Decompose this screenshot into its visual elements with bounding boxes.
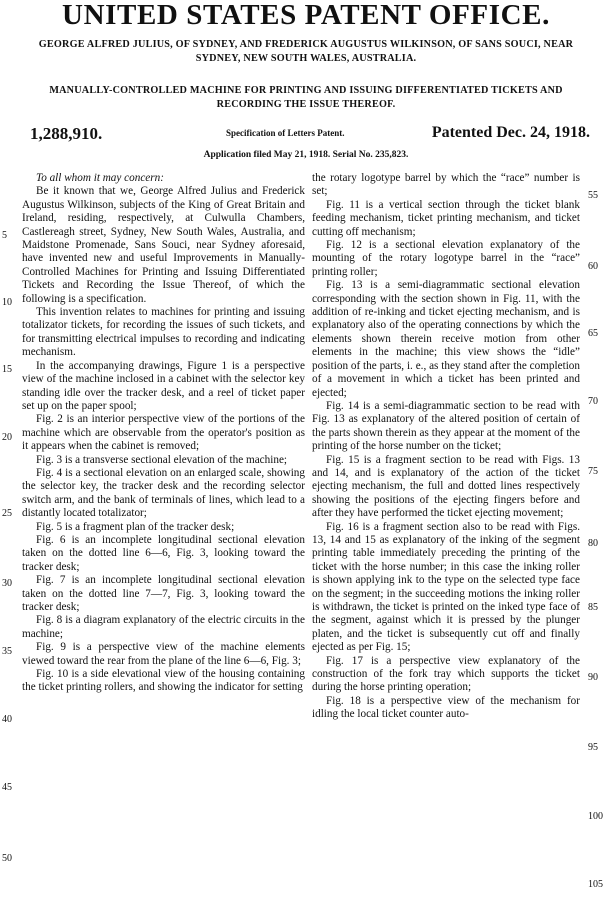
left-column <box>22 172 305 695</box>
specification-row <box>30 124 590 146</box>
patent-number: 1,288,910. <box>30 124 103 143</box>
paragraph: Fig. 3 is a transverse sectional elevation of the machine; <box>36 453 288 466</box>
line-number: 95 <box>588 742 598 753</box>
paragraph: Be it known that we, George Alfred Julius and Frederick Augustus Wilkinson, subjects of the King of Great Britain and Ireland, residing, respectively, at Culwulla Chambers, Castlereagh street, Sydney, New South Wales, Australia, and Maidstone Promenade, Sans Souci, near Sydney aforesaid, have invented new and useful Improvements in Manually-Controlled Machines for Printing and Issuing Differentiated Tickets and Recording the Issue Thereof, of which the following is a specification. <box>22 185 305 305</box>
line-number: 15 <box>2 364 12 375</box>
line-number: 55 <box>588 190 598 201</box>
line-number: 35 <box>2 646 12 657</box>
paragraph: Fig. 2 is an interior perspective view of the portions of the machine which are observable from the operator's position as it appears when the cabinet is removed; <box>22 413 305 453</box>
inventors-line: GEORGE ALFRED JULIUS, OF SYDNEY, AND FREDERICK AUGUSTUS WILKINSON, OF SANS SOUCI, NEAR SYDNEY, NEW SOUTH WALES, AUSTRALIA. <box>38 39 574 64</box>
line-number: 65 <box>588 328 598 339</box>
line-number: 105 <box>588 879 603 890</box>
patented-date: Patented Dec. 24, 1918. <box>431 124 590 141</box>
paragraph: This invention relates to machines for printing and issuing totalizator tickets, for recording the issues of such tickets, and for transmitting electrical impulses to recording and indicating mechanism. <box>22 306 305 359</box>
paragraph: Fig. 4 is a sectional elevation on an enlarged scale, showing the selector key, the tracker desk and the recording selector switch arm, and the bank of terminals of lines, which lead to a distantly located totalizator; <box>22 466 305 520</box>
specification-label: Specification of Letters Patent. <box>226 128 345 138</box>
paragraph: Fig. 8 is a diagram explanatory of the electric circuits in the machine; <box>22 614 305 640</box>
paragraph: Fig. 14 is a semi-diagrammatic section to be read with Fig. 13 as explanatory of the altered position of certain of the parts shown therein as they appear at the moment of the printing of the horse number on the ticket; <box>312 399 580 453</box>
paragraph: the rotary logotype barrel by which the “race” number is set; <box>312 172 580 198</box>
paragraph: Fig. 5 is a fragment plan of the tracker desk; <box>36 520 235 533</box>
application-line: Application filed May 21, 1918. Serial No. 235,823. <box>203 150 409 160</box>
line-number: 50 <box>2 853 12 864</box>
line-number: 70 <box>588 396 598 407</box>
line-number: 90 <box>588 672 598 683</box>
line-number: 5 <box>2 230 7 241</box>
line-number: 80 <box>588 538 598 549</box>
line-number: 75 <box>588 466 598 477</box>
paragraph: Fig. 13 is a semi-diagrammatic sectional elevation corresponding with the section shown in Fig. 11, with the addition of re-inking and ticket ejecting mechanism, and is explanatory also of the operating connections by which the elements shown therein receive motion from other elements in the machine; this view shows the “idle” position of the parts, i. e., as they stand after the completion of a movement in which a ticket has been printed and ejected; <box>312 279 580 399</box>
paragraph: Fig. 10 is a side elevational view of the housing containing the ticket printing rollers, and showing the indicator for setting <box>22 668 305 694</box>
paragraph: Fig. 16 is a fragment section also to be read with Figs. 13, 14 and 15 as explanatory of the inking of the segment printing table immediately preceding the printing of the ticket with the horse number; in this case the inking roller is shown applying ink to the type on the selected type face on the segment; in the succeeding motions the inking roller is withdrawn, the ticket is printed on the inked type face of the segment, against which it is pressed by the plunger platen, and the ticket is subsequently cut off and finally ejected as per Fig. 15; <box>312 520 580 654</box>
salutation: To all whom it may concern: <box>36 172 164 184</box>
paragraph: Fig. 17 is a perspective view explanatory of the construction of the fork tray which supports the ticket during the horse printing operation; <box>312 654 580 694</box>
paragraph: Fig. 6 is an incomplete longitudinal sectional elevation taken on the dotted line 6—6, Fig. 3, looking toward the tracker desk; <box>22 533 305 573</box>
invention-title: MANUALLY-CONTROLLED MACHINE FOR PRINTING AND ISSUING DIFFERENTIATED TICKETS AND RECORDING THE ISSUE THEREOF. <box>49 85 563 110</box>
line-number: 20 <box>2 432 12 443</box>
line-number: 60 <box>588 261 598 272</box>
line-number: 85 <box>588 602 598 613</box>
paragraph: In the accompanying drawings, Figure 1 is a perspective view of the machine inclosed in a cabinet with the selector key standing idle over the tracker desk, and a reel of ticket paper set up on the paper spool; <box>22 359 305 412</box>
line-number: 45 <box>2 782 12 793</box>
paragraph: Fig. 7 is an incomplete longitudinal sectional elevation taken on the dotted line 7—7, Fig. 3, looking toward the tracker desk; <box>22 574 305 613</box>
line-number: 25 <box>2 508 12 519</box>
paragraph: Fig. 18 is a perspective view of the mechanism for idling the local ticket counter auto- <box>312 694 580 721</box>
line-number: 100 <box>588 811 603 822</box>
paragraph: Fig. 12 is a sectional elevation explanatory of the mounting of the rotary logotype barrel in the “race” printing roller; <box>312 239 580 278</box>
line-number: 10 <box>2 297 12 308</box>
paragraph: Fig. 15 is a fragment section to be read with Figs. 13 and 14, and is explanatory of the action of the ticket ejecting mechanism, the full and dotted lines respectively showing the positions of the ejecting fingers before and after they have performed the ticket ejecting movement; <box>312 453 580 520</box>
right-column <box>312 172 580 722</box>
line-number: 30 <box>2 578 12 589</box>
office-title: UNITED STATES PATENT OFFICE. <box>62 0 550 31</box>
paragraph: Fig. 11 is a vertical section through the ticket blank feeding mechanism, ticket printing mechanism, and ticket cutting off mechanism; <box>312 198 580 238</box>
line-number: 40 <box>2 714 12 725</box>
paragraph: Fig. 9 is a perspective view of the machine elements viewed toward the rear from the plane of the line 6—6, Fig. 3; <box>22 641 305 667</box>
